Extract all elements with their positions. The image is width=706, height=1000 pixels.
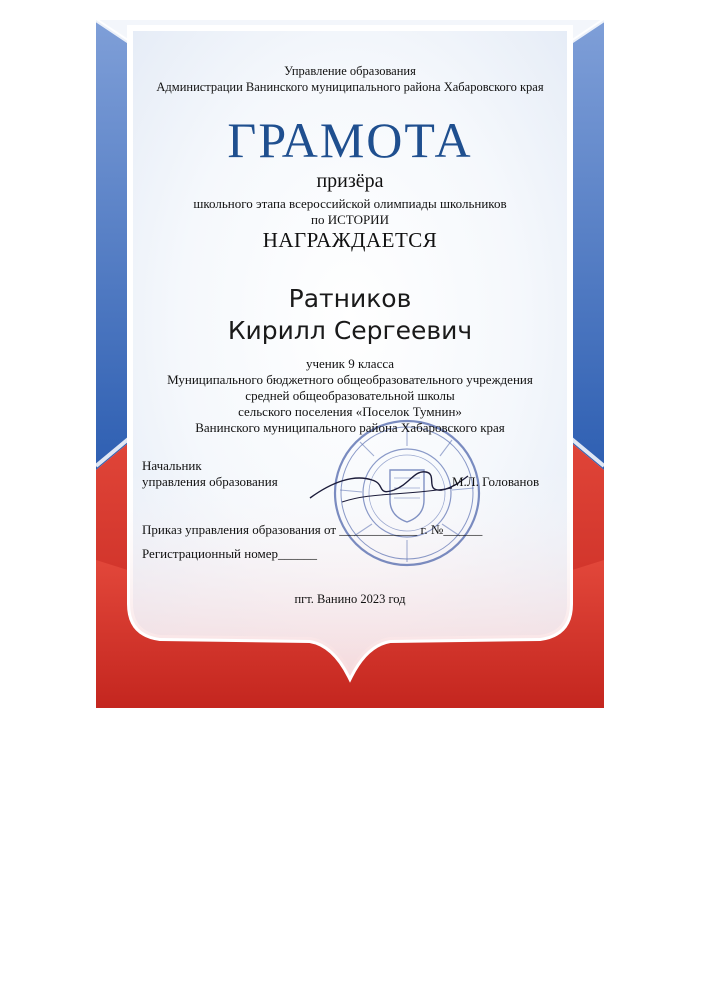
school-line-4: Ванинского муниципального района Хабаровского края: [195, 420, 505, 435]
signatory-position-line-1: Начальник: [142, 458, 202, 473]
order-line: Приказ управления образования от ____________ г. №______: [142, 522, 483, 537]
recipient-surname: Ратников: [288, 284, 412, 313]
school-line-1: Муниципального бюджетного общеобразовательного учреждения: [167, 372, 533, 387]
issuer-line-2: Администрации Ванинского муниципального района Хабаровского края: [156, 80, 544, 94]
certificate-subtitle: призёра: [316, 170, 384, 192]
place-year: пгт. Ванино 2023 год: [294, 592, 406, 606]
olympiad-stage: школьного этапа всероссийской олимпиады школьников: [193, 196, 507, 211]
awarded-label: НАГРАЖДАЕТСЯ: [262, 228, 438, 252]
recipient-given-names: Кирилл Сергеевич: [227, 316, 473, 345]
signature: [302, 462, 472, 512]
certificate-title: ГРАМОТА: [227, 112, 473, 168]
school-line-3: сельского поселения «Поселок Тумнин»: [238, 404, 462, 419]
signatory-position-line-2: управления образования: [142, 474, 278, 489]
registration-line: Регистрационный номер______: [142, 546, 317, 561]
school-line-2: средней общеобразовательной школы: [245, 388, 455, 403]
issuer-line-1: Управление образования: [284, 64, 416, 78]
signatory-name: М.Л. Голованов: [452, 474, 540, 489]
recipient-grade: ученик 9 класса: [305, 356, 395, 371]
certificate-sheet: [96, 0, 604, 708]
olympiad-subject: по ИСТОРИИ: [311, 212, 389, 227]
